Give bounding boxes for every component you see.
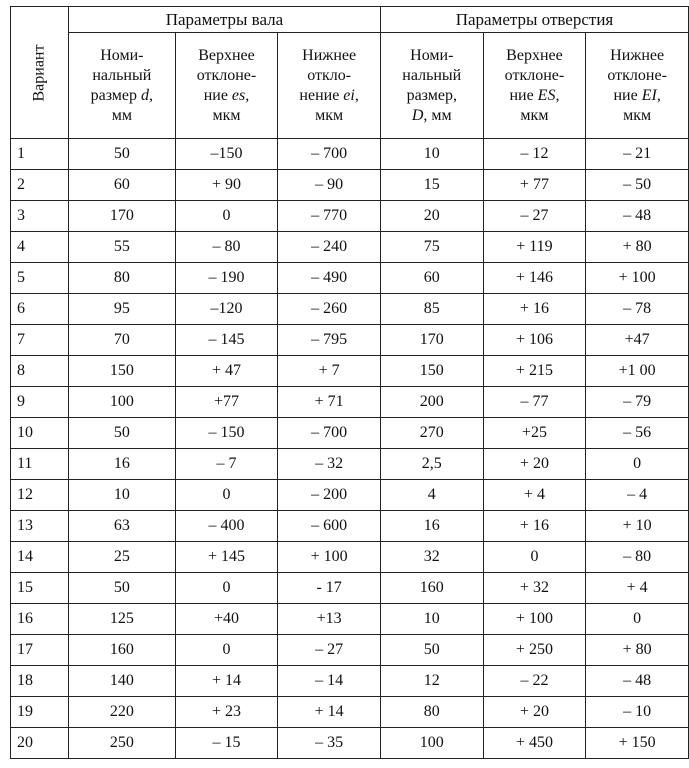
hole-es-cell: – 77 — [483, 387, 586, 418]
variant-cell: 12 — [11, 480, 69, 511]
shaft-ei-cell: + 7 — [278, 356, 381, 387]
shaft-es-cell: 0 — [175, 635, 278, 666]
shaft-nominal-size-header: Номи- нальный размер d, мм — [69, 33, 176, 139]
hole-nominal-cell: 4 — [380, 480, 483, 511]
shaft-nominal-cell: 55 — [69, 232, 176, 263]
variant-cell: 2 — [11, 170, 69, 201]
variant-cell: 14 — [11, 542, 69, 573]
shaft-nominal-cell: 63 — [69, 511, 176, 542]
shaft-ei-cell: – 240 — [278, 232, 381, 263]
shaft-ei-cell: – 700 — [278, 418, 381, 449]
hole-es-cell: + 32 — [483, 573, 586, 604]
variant-cell: 7 — [11, 325, 69, 356]
hole-ei-cell: 0 — [586, 604, 689, 635]
shaft-ei-cell: – 14 — [278, 666, 381, 697]
shaft-upper-deviation-header: Верхнее отклоне- ние es, мкм — [175, 33, 278, 139]
shaft-ei-cell: – 35 — [278, 728, 381, 759]
hole-nominal-cell: 85 — [380, 294, 483, 325]
table-row — [11, 480, 689, 511]
hole-nominal-cell: 75 — [380, 232, 483, 263]
hole-es-cell: + 106 — [483, 325, 586, 356]
variant-cell: 15 — [11, 573, 69, 604]
hole-es-cell: + 250 — [483, 635, 586, 666]
hole-nominal-cell: 2,5 — [380, 449, 483, 480]
hole-nominal-cell: 12 — [380, 666, 483, 697]
tolerance-table — [10, 6, 689, 759]
shaft-nominal-cell: 50 — [69, 418, 176, 449]
variant-header-label: Вариант — [30, 44, 48, 101]
shaft-nominal-cell: 250 — [69, 728, 176, 759]
shaft-es-cell: +77 — [175, 387, 278, 418]
hole-nominal-cell: 15 — [380, 170, 483, 201]
shaft-es-cell: 0 — [175, 201, 278, 232]
hole-es-cell: – 22 — [483, 666, 586, 697]
hole-ei-cell: + 80 — [586, 635, 689, 666]
shaft-es-cell: –150 — [175, 139, 278, 170]
shaft-lower-deviation-header: Нижнее откло- нение ei, мкм — [278, 33, 381, 139]
variant-cell: 4 — [11, 232, 69, 263]
hole-es-cell: + 450 — [483, 728, 586, 759]
shaft-ei-cell: + 71 — [278, 387, 381, 418]
shaft-es-cell: –120 — [175, 294, 278, 325]
hole-ei-cell: – 21 — [586, 139, 689, 170]
table-row — [11, 511, 689, 542]
hole-nominal-cell: 50 — [380, 635, 483, 666]
table-row — [11, 356, 689, 387]
hole-es-cell: +25 — [483, 418, 586, 449]
shaft-nominal-cell: 140 — [69, 666, 176, 697]
hole-ei-cell: + 150 — [586, 728, 689, 759]
variant-cell: 9 — [11, 387, 69, 418]
hole-ei-cell: – 10 — [586, 697, 689, 728]
variant-cell: 5 — [11, 263, 69, 294]
shaft-nominal-cell: 80 — [69, 263, 176, 294]
shaft-es-cell: + 90 — [175, 170, 278, 201]
shaft-nominal-cell: 95 — [69, 294, 176, 325]
shaft-nominal-cell: 50 — [69, 139, 176, 170]
shaft-nominal-cell: 170 — [69, 201, 176, 232]
header-row-columns — [11, 33, 689, 139]
shaft-es-cell: – 190 — [175, 263, 278, 294]
hole-nominal-cell: 10 — [380, 139, 483, 170]
variant-cell: 20 — [11, 728, 69, 759]
shaft-ei-cell: – 260 — [278, 294, 381, 325]
table-row — [11, 635, 689, 666]
hole-nominal-cell: 200 — [380, 387, 483, 418]
shaft-nominal-cell: 70 — [69, 325, 176, 356]
hole-es-cell: – 12 — [483, 139, 586, 170]
shaft-nominal-cell: 220 — [69, 697, 176, 728]
shaft-nominal-cell: 10 — [69, 480, 176, 511]
hole-es-cell: + 4 — [483, 480, 586, 511]
shaft-ei-cell: +13 — [278, 604, 381, 635]
hole-nominal-cell: 270 — [380, 418, 483, 449]
hole-nominal-cell: 20 — [380, 201, 483, 232]
table-row — [11, 542, 689, 573]
variant-cell: 17 — [11, 635, 69, 666]
hole-ei-cell: – 50 — [586, 170, 689, 201]
hole-nominal-cell: 60 — [380, 263, 483, 294]
hole-nominal-cell: 150 — [380, 356, 483, 387]
shaft-es-cell: 0 — [175, 573, 278, 604]
hole-params-header: Параметры отверстия — [380, 7, 688, 33]
hole-ei-cell: – 80 — [586, 542, 689, 573]
hole-es-cell: + 100 — [483, 604, 586, 635]
table-row — [11, 294, 689, 325]
hole-nominal-cell: 160 — [380, 573, 483, 604]
variant-cell: 19 — [11, 697, 69, 728]
hole-lower-deviation-header: Нижнее отклоне- ние EI, мкм — [586, 33, 689, 139]
shaft-es-cell: – 15 — [175, 728, 278, 759]
shaft-es-cell: + 145 — [175, 542, 278, 573]
shaft-nominal-cell: 100 — [69, 387, 176, 418]
hole-ei-cell: + 100 — [586, 263, 689, 294]
hole-es-cell: + 20 — [483, 697, 586, 728]
table-row — [11, 697, 689, 728]
shaft-nominal-cell: 25 — [69, 542, 176, 573]
table-row — [11, 604, 689, 635]
table-row — [11, 666, 689, 697]
variant-cell: 6 — [11, 294, 69, 325]
variant-cell: 18 — [11, 666, 69, 697]
table-row — [11, 170, 689, 201]
shaft-nominal-cell: 16 — [69, 449, 176, 480]
hole-ei-cell: 0 — [586, 449, 689, 480]
shaft-es-cell: 0 — [175, 480, 278, 511]
hole-ei-cell: – 4 — [586, 480, 689, 511]
variant-cell: 16 — [11, 604, 69, 635]
table-row — [11, 201, 689, 232]
hole-es-cell: + 215 — [483, 356, 586, 387]
hole-es-cell: + 77 — [483, 170, 586, 201]
shaft-es-cell: + 14 — [175, 666, 278, 697]
variant-cell: 10 — [11, 418, 69, 449]
shaft-ei-cell: – 700 — [278, 139, 381, 170]
shaft-es-cell: + 23 — [175, 697, 278, 728]
shaft-ei-cell: – 90 — [278, 170, 381, 201]
hole-nominal-cell: 10 — [380, 604, 483, 635]
hole-nominal-size-header: Номи- нальный размер, D, мм — [380, 33, 483, 139]
hole-ei-cell: + 80 — [586, 232, 689, 263]
hole-ei-cell: – 78 — [586, 294, 689, 325]
variant-header — [11, 7, 69, 139]
shaft-nominal-cell: 125 — [69, 604, 176, 635]
shaft-es-cell: – 150 — [175, 418, 278, 449]
table-row — [11, 728, 689, 759]
hole-es-cell: – 27 — [483, 201, 586, 232]
shaft-nominal-cell: 160 — [69, 635, 176, 666]
table-row — [11, 418, 689, 449]
shaft-ei-cell: - 17 — [278, 573, 381, 604]
shaft-ei-cell: + 100 — [278, 542, 381, 573]
shaft-ei-cell: – 32 — [278, 449, 381, 480]
table-row — [11, 139, 689, 170]
header-row-groups — [11, 7, 689, 33]
hole-ei-cell: – 48 — [586, 666, 689, 697]
shaft-es-cell: – 80 — [175, 232, 278, 263]
variant-cell: 13 — [11, 511, 69, 542]
variant-cell: 11 — [11, 449, 69, 480]
hole-ei-cell: – 56 — [586, 418, 689, 449]
shaft-nominal-cell: 50 — [69, 573, 176, 604]
hole-es-cell: + 146 — [483, 263, 586, 294]
hole-es-cell: + 119 — [483, 232, 586, 263]
shaft-ei-cell: – 770 — [278, 201, 381, 232]
hole-es-cell: + 16 — [483, 294, 586, 325]
hole-upper-deviation-header: Верхнее отклоне- ние ES, мкм — [483, 33, 586, 139]
shaft-es-cell: – 7 — [175, 449, 278, 480]
hole-nominal-cell: 32 — [380, 542, 483, 573]
hole-nominal-cell: 100 — [380, 728, 483, 759]
hole-es-cell: + 16 — [483, 511, 586, 542]
shaft-ei-cell: + 14 — [278, 697, 381, 728]
table-row — [11, 232, 689, 263]
table-row — [11, 449, 689, 480]
shaft-nominal-cell: 150 — [69, 356, 176, 387]
variant-cell: 3 — [11, 201, 69, 232]
table-row — [11, 573, 689, 604]
shaft-params-header: Параметры вала — [69, 7, 381, 33]
shaft-ei-cell: – 490 — [278, 263, 381, 294]
hole-ei-cell: + 10 — [586, 511, 689, 542]
variant-cell: 1 — [11, 139, 69, 170]
table-row — [11, 387, 689, 418]
shaft-es-cell: – 400 — [175, 511, 278, 542]
hole-ei-cell: +1 00 — [586, 356, 689, 387]
hole-ei-cell: – 48 — [586, 201, 689, 232]
shaft-es-cell: +40 — [175, 604, 278, 635]
table-row — [11, 263, 689, 294]
hole-es-cell: + 20 — [483, 449, 586, 480]
hole-es-cell: 0 — [483, 542, 586, 573]
variant-cell: 8 — [11, 356, 69, 387]
shaft-es-cell: – 145 — [175, 325, 278, 356]
shaft-ei-cell: – 200 — [278, 480, 381, 511]
hole-ei-cell: +47 — [586, 325, 689, 356]
hole-nominal-cell: 16 — [380, 511, 483, 542]
hole-ei-cell: – 79 — [586, 387, 689, 418]
page — [10, 6, 689, 759]
hole-ei-cell: + 4 — [586, 573, 689, 604]
hole-nominal-cell: 80 — [380, 697, 483, 728]
table-row — [11, 325, 689, 356]
shaft-ei-cell: – 600 — [278, 511, 381, 542]
shaft-nominal-cell: 60 — [69, 170, 176, 201]
hole-nominal-cell: 170 — [380, 325, 483, 356]
shaft-ei-cell: – 27 — [278, 635, 381, 666]
shaft-ei-cell: – 795 — [278, 325, 381, 356]
shaft-es-cell: + 47 — [175, 356, 278, 387]
table-body — [11, 139, 689, 759]
